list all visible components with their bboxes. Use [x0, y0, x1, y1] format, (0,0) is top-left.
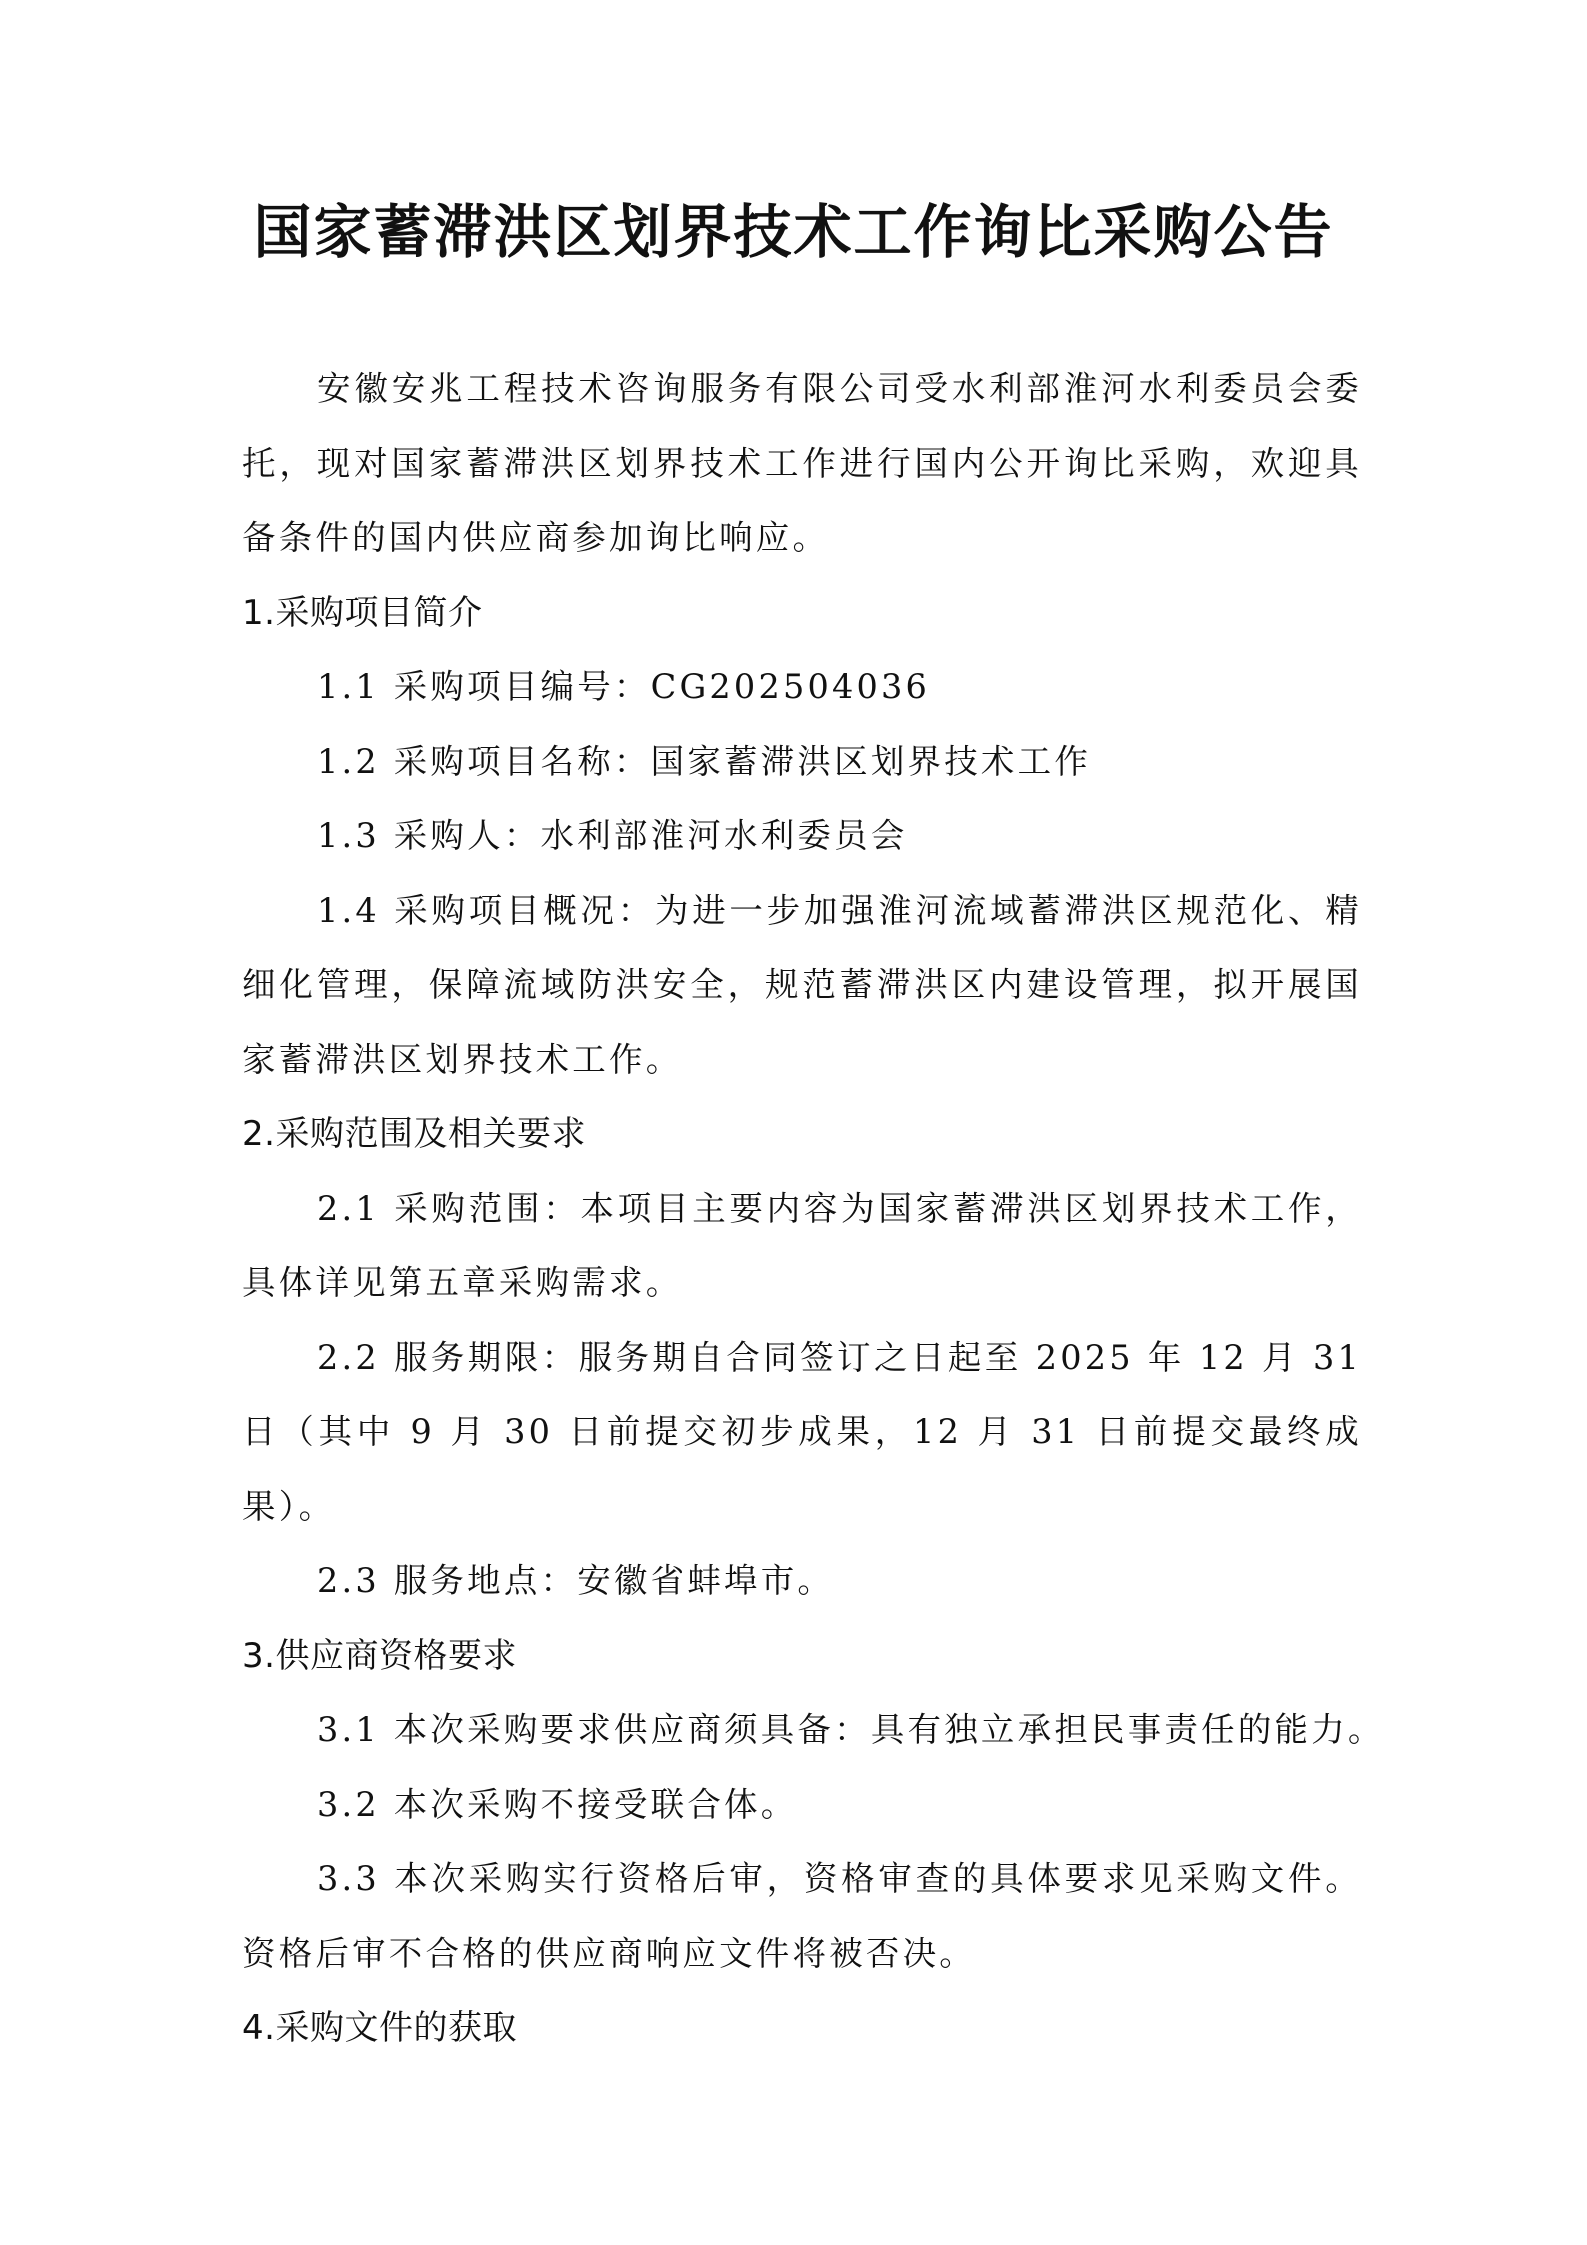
section-3-heading: 3.供应商资格要求: [242, 1635, 517, 1676]
section-3-2: 3.2 本次采购不接受联合体。: [317, 1784, 798, 1824]
section-2-3: 2.3 服务地点：安徽省蚌埠市。: [317, 1561, 835, 1600]
section-3-3: 3.3 本次采购实行资格后审，资格审查的具体要求见采购文件。资格后审不合格的供应商响应文件将被否决。: [242, 1859, 1362, 1973]
section-1-4: 1.4 采购项目概况：为进一步加强淮河流域蓄滞洪区规范化、精细化管理，保障流域防洪安全，规范蓄滞洪区内建设管理，拟开展国家蓄滞洪区划界技术工作。: [242, 890, 1362, 1079]
section-2-1: 2.1 采购范围：本项目主要内容为国家蓄滞洪区划界技术工作，具体详见第五章采购需求。: [242, 1188, 1362, 1302]
section-2-heading: 2.采购范围及相关要求: [242, 1114, 586, 1154]
document-title: 国家蓄滞洪区划界技术工作询比采购公告: [253, 198, 1334, 266]
section-4-heading: 4.采购文件的获取: [242, 2008, 517, 2048]
section-1-2: 1.2 采购项目名称：国家蓄滞洪区划界技术工作: [317, 741, 1092, 781]
intro-paragraph: 安徽安兆工程技术咨询服务有限公司受水利部淮河水利委员会委托，现对国家蓄滞洪区划界技术工作进行国内公开询比采购，欢迎具备条件的国内供应商参加询比响应。: [242, 369, 1362, 557]
section-2-2: 2.2 服务期限：服务期自合同签订之日起至 2025 年 12 月 31 日（其中 9 月 30 日前提交初步成果，12 月 31 日前提交最终成果）。: [242, 1337, 1362, 1526]
section-1-1: 1.1 采购项目编号：CG202504036: [317, 667, 931, 706]
section-1-heading: 1.采购项目简介: [242, 592, 483, 633]
section-1-3: 1.3 采购人：水利部淮河水利委员会: [317, 816, 908, 855]
document-body: [242, 352, 1385, 2066]
section-3-1: 3.1 本次采购要求供应商须具备：具有独立承担民事责任的能力。: [317, 1710, 1385, 1749]
